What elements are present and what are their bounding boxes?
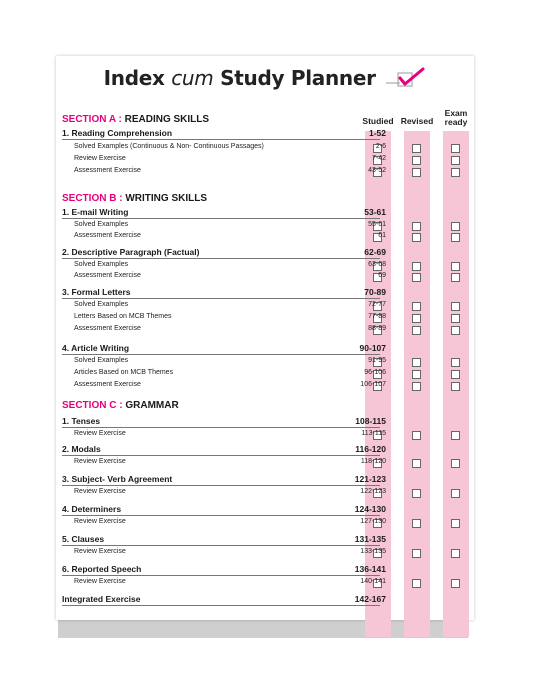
exercise-row	[62, 221, 386, 232]
chapter-row	[62, 128, 386, 139]
checkbox-revised[interactable]	[412, 549, 421, 558]
exercise-row	[62, 272, 386, 283]
exercise-title: Solved Examples (Continuous & Non- Continuous Passages)	[74, 143, 264, 150]
exercise-title: Assessment Exercise	[74, 167, 141, 174]
exercise-title: Solved Examples	[74, 357, 129, 364]
page-range: 53-61	[364, 207, 386, 217]
checkbox-revised[interactable]	[412, 579, 421, 588]
chapter-title: 2. Descriptive Paragraph (Factual)	[62, 247, 200, 257]
checkbox-exam-ready[interactable]	[451, 382, 460, 391]
page-range: 2-6	[375, 143, 386, 150]
page-range: 140-141	[360, 578, 386, 585]
exercise-title: Review Exercise	[74, 488, 126, 495]
page-range: 43-52	[368, 167, 386, 174]
exercise-row	[62, 488, 386, 499]
checkbox-exam-ready[interactable]	[451, 262, 460, 271]
checkbox-revised[interactable]	[412, 144, 421, 153]
column-header-exam-ready: Exam ready	[444, 108, 468, 127]
chapter-divider	[62, 218, 380, 219]
checkbox-revised[interactable]	[412, 489, 421, 498]
section-name: GRAMMAR	[122, 400, 179, 411]
page-range: 133-135	[360, 548, 386, 555]
checkbox-exam-ready[interactable]	[451, 489, 460, 498]
chapter-divider	[62, 427, 380, 428]
chapter-title: 3. Formal Letters	[62, 287, 131, 297]
page-range: 96-106	[364, 369, 386, 376]
exercise-row	[62, 369, 386, 380]
page-range: 70-89	[364, 287, 386, 297]
page-range: 124-130	[354, 504, 386, 514]
checkbox-revised[interactable]	[412, 519, 421, 528]
page-range: 69	[378, 272, 386, 279]
checkbox-revised[interactable]	[412, 370, 421, 379]
checkbox-exam-ready[interactable]	[451, 459, 460, 468]
page-range: 121-123	[354, 474, 386, 484]
exercise-row	[62, 357, 386, 368]
checkbox-revised[interactable]	[412, 326, 421, 335]
chapter-title: 1. Tenses	[62, 416, 101, 426]
section-prefix: SECTION B :	[62, 193, 123, 204]
page-range: 136-141	[354, 564, 386, 574]
exercise-row	[62, 261, 386, 272]
exercise-row	[62, 167, 386, 178]
checkbox-exam-ready[interactable]	[451, 370, 460, 379]
chapter-divider	[62, 298, 380, 299]
planner-page	[56, 56, 474, 620]
section-prefix: SECTION A :	[62, 114, 122, 125]
checkbox-revised[interactable]	[412, 156, 421, 165]
section-title	[62, 193, 207, 204]
chapter-title: 1. Reading Comprehension	[62, 128, 173, 138]
page-range: 91-95	[368, 357, 386, 364]
page-range: 142-167	[354, 594, 386, 604]
section-heading	[62, 400, 400, 411]
title-part2: Study Planner	[213, 66, 376, 90]
section-title	[62, 114, 209, 125]
chapter-row	[62, 343, 386, 354]
exercise-row	[62, 518, 386, 529]
chapter-title: 2. Modals	[62, 444, 101, 454]
chapter-row	[62, 247, 386, 258]
chapter-divider	[62, 354, 380, 355]
chapter-title: 6. Reported Speech	[62, 564, 142, 574]
chapter-title: 3. Subject- Verb Agreement	[62, 474, 173, 484]
exercise-title: Letters Based on MCB Themes	[74, 313, 172, 320]
title-cum: cum	[171, 66, 214, 90]
checkbox-revised[interactable]	[412, 222, 421, 231]
chapter-title: 5. Clauses	[62, 534, 105, 544]
chapter-divider	[62, 605, 380, 606]
chapter-divider	[62, 515, 380, 516]
page-range: 72-77	[368, 301, 386, 308]
exercise-row	[62, 301, 386, 312]
section-title	[62, 400, 179, 411]
exercise-row	[62, 430, 386, 441]
chapter-title: Integrated Exercise	[62, 594, 141, 604]
chapter-divider	[62, 485, 380, 486]
chapter-row	[62, 416, 386, 427]
page-range: 113-115	[361, 430, 386, 437]
page-range: 122-123	[360, 488, 386, 495]
exercise-row	[62, 578, 386, 589]
exercise-title: Review Exercise	[74, 155, 126, 162]
page-title	[56, 66, 474, 94]
exercise-row	[62, 458, 386, 469]
chapter-row	[62, 564, 386, 575]
checkbox-revised[interactable]	[412, 459, 421, 468]
checkbox-revised[interactable]	[412, 168, 421, 177]
page-range: 7-42	[371, 155, 386, 162]
checkbox-exam-ready[interactable]	[451, 168, 460, 177]
checkbox-exam-ready[interactable]	[451, 431, 460, 440]
checkbox-exam-ready[interactable]	[451, 579, 460, 588]
exercise-row	[62, 548, 386, 559]
chapter-title: 1. E-mail Writing	[62, 207, 129, 217]
exercise-row	[62, 232, 386, 243]
exercise-title: Solved Examples	[74, 301, 129, 308]
chapter-divider	[62, 545, 380, 546]
page-range: 88-89	[368, 325, 386, 332]
exercise-row	[62, 325, 386, 336]
checkbox-exam-ready[interactable]	[451, 314, 460, 323]
exercise-title: Review Exercise	[74, 430, 126, 437]
page-range: 61	[378, 232, 386, 239]
exercise-title: Assessment Exercise	[74, 232, 141, 239]
page-range: 108-115	[355, 416, 386, 426]
checkbox-exam-ready[interactable]	[451, 302, 460, 311]
checkbox-revised[interactable]	[412, 302, 421, 311]
title-part1: Index	[103, 66, 172, 90]
page-range: 90-107	[359, 343, 386, 353]
page-range: 118-120	[360, 458, 386, 465]
exercise-title: Solved Examples	[74, 261, 129, 268]
chapter-title: 4. Article Writing	[62, 343, 130, 353]
exercise-row	[62, 155, 386, 166]
checkbox-revised[interactable]	[412, 233, 421, 242]
exercise-title: Assessment Exercise	[74, 272, 141, 279]
chapter-divider	[62, 258, 380, 259]
checkbox-exam-ready[interactable]	[451, 144, 460, 153]
checkbox-revised[interactable]	[412, 431, 421, 440]
exercise-title: Review Exercise	[74, 458, 126, 465]
section-name: WRITING SKILLS	[122, 193, 208, 204]
checkbox-exam-ready[interactable]	[451, 233, 460, 242]
exercise-row	[62, 143, 386, 154]
chapter-row	[62, 287, 386, 298]
exercise-row	[62, 381, 386, 392]
page-range: 131-135	[354, 534, 386, 544]
section-name: READING SKILLS	[121, 114, 210, 125]
chapter-row	[62, 444, 386, 455]
exercise-title: Solved Examples	[74, 221, 129, 228]
chapter-divider	[62, 139, 380, 140]
page-range: 77-88	[368, 313, 386, 320]
chapter-row	[62, 594, 386, 605]
exercise-title: Articles Based on MCB Themes	[74, 369, 174, 376]
page-range: 55-61	[368, 221, 386, 228]
exercise-title: Review Exercise	[74, 578, 126, 585]
checkbox-revised[interactable]	[412, 262, 421, 271]
chapter-divider	[62, 455, 380, 456]
section-heading	[62, 193, 400, 204]
checkbox-exam-ready[interactable]	[451, 519, 460, 528]
page-range: 63-68	[368, 261, 386, 268]
chapter-title: 4. Determiners	[62, 504, 122, 514]
checkbox-exam-ready[interactable]	[451, 358, 460, 367]
checkbox-revised[interactable]	[412, 314, 421, 323]
exercise-title: Assessment Exercise	[74, 325, 141, 332]
exercise-title: Review Exercise	[74, 548, 126, 555]
page-range: 62-69	[364, 247, 386, 257]
section-prefix: SECTION C :	[62, 400, 123, 411]
checkbox-revised[interactable]	[412, 273, 421, 282]
section-heading	[62, 114, 400, 125]
exercise-title: Review Exercise	[74, 518, 126, 525]
chapter-divider	[62, 575, 380, 576]
exercise-row	[62, 313, 386, 324]
page-range: 116-120	[355, 444, 386, 454]
page-range: 1-52	[368, 128, 386, 138]
checkbox-exam-ready[interactable]	[451, 222, 460, 231]
checkmark-box-icon	[384, 67, 426, 94]
checkbox-exam-ready[interactable]	[451, 156, 460, 165]
checkbox-exam-ready[interactable]	[451, 326, 460, 335]
column-header-revised: Revised	[400, 116, 434, 126]
checkbox-revised[interactable]	[412, 382, 421, 391]
chapter-row	[62, 474, 386, 485]
column-header-studied: Studied	[362, 116, 394, 126]
chapter-row	[62, 504, 386, 515]
checkbox-revised[interactable]	[412, 358, 421, 367]
chapter-row	[62, 534, 386, 545]
checkbox-exam-ready[interactable]	[451, 549, 460, 558]
page-range: 127-130	[360, 518, 386, 525]
page-range: 106-107	[360, 381, 386, 388]
chapter-row	[62, 207, 386, 218]
exercise-title: Assessment Exercise	[74, 381, 141, 388]
checkbox-exam-ready[interactable]	[451, 273, 460, 282]
